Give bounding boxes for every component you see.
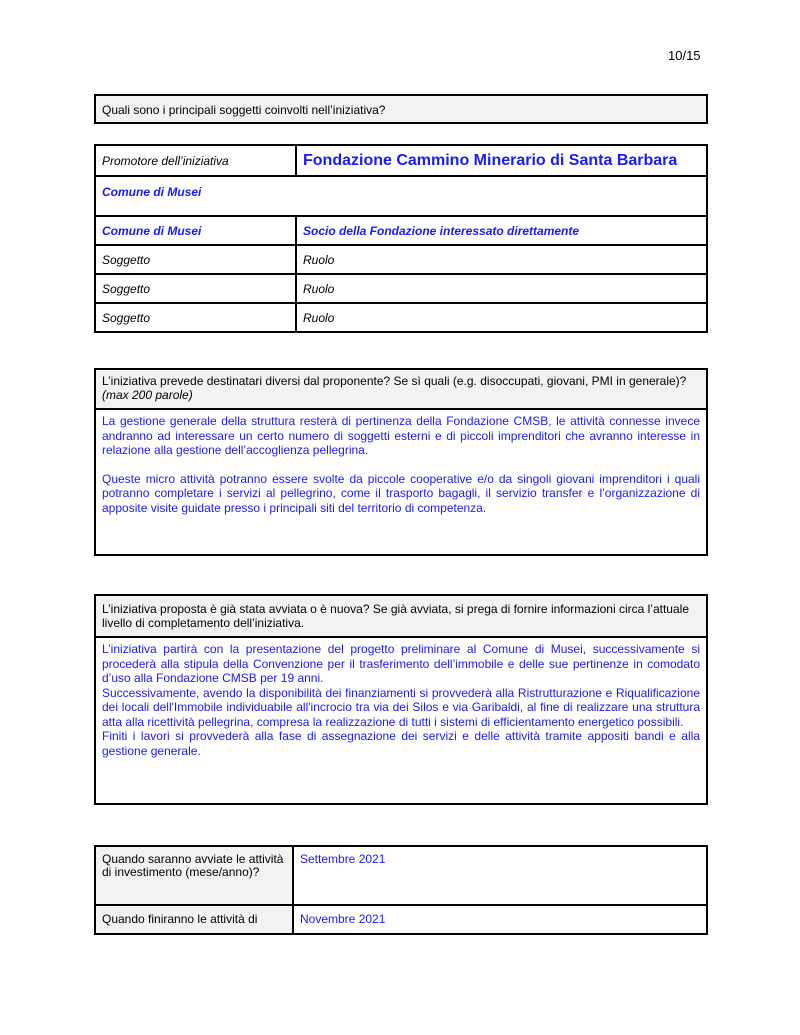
answer-paragraph: La gestione generale della struttura resterà di pertinenza della Fondazione CMSB, le attività connesse invece andranno ad interessare un certo numero di soggetti esterni e di piccoli imprenditori che avranno interesse in relazione alla gestione dell’accoglienza pellegrina. — [102, 414, 700, 457]
answer-paragraph: Successivamente, avendo la disponibilità dei finanziamenti si provvederà alla Ristrutturazione e Riqualificazione dei locali dell'Immobile individuabile all'incrocio tra via dei Silos e via Garibaldi, al fine di realizzare una struttura atta alla ricettività pellegrina, compresa la realizzazione di tutti i sistemi di efficientamento energetico possibili. — [102, 685, 700, 729]
entity-row — [95, 176, 707, 216]
subjects-table — [94, 144, 708, 333]
promoter-row — [95, 145, 707, 176]
subject-cell[interactable]: Soggetto — [95, 274, 296, 303]
recipients-box — [94, 368, 708, 556]
recipients-question-note: (max 200 parole) — [102, 388, 193, 402]
role-cell[interactable]: Ruolo — [296, 274, 707, 303]
subjects-question-box — [94, 94, 708, 124]
status-question: L’iniziativa proposta è già stata avviata o è nuova? Se già avviata, si prega di fornire informazioni circa l’attuale livello di completamento dell’iniziativa. — [96, 596, 706, 636]
page-number: 10/15 — [668, 48, 701, 63]
table-row — [95, 303, 707, 332]
table-row — [95, 245, 707, 274]
status-answer[interactable] — [96, 636, 706, 762]
subject-cell[interactable]: Comune di Musei — [95, 216, 296, 245]
recipients-question-text: L’iniziativa prevede destinatari diversi dal proponente? Se sì quali (e.g. disoccupati, giovani, PMI in generale)? — [102, 374, 687, 388]
promoter-value[interactable]: Fondazione Cammino Minerario di Santa Barbara — [296, 145, 707, 176]
answer-paragraph: L’iniziativa partirà con la presentazione del progetto preliminare al Comune di Musei, successivamente si procederà alla stipula della Convenzione per il trasferimento dell’immobile e delle sue pertinenze in comodato d’uso alla Fondazione CMSB per 19 anni. — [102, 642, 700, 685]
promoter-label: Promotore dell’iniziativa — [95, 145, 296, 176]
table-row — [95, 905, 707, 934]
dates-table — [94, 845, 708, 935]
table-row — [95, 274, 707, 303]
subject-cell[interactable]: Soggetto — [95, 303, 296, 332]
table-row — [95, 216, 707, 245]
role-cell[interactable]: Socio della Fondazione interessato direttamente — [296, 216, 707, 245]
entity-name[interactable]: Comune di Musei — [95, 176, 707, 216]
table-row — [95, 846, 707, 905]
status-box — [94, 594, 708, 805]
start-date-value[interactable]: Settembre 2021 — [293, 846, 707, 905]
answer-paragraph: Finiti i lavori si provvederà alla fase di assegnazione dei servizi e delle attività tramite appositi bandi e alla gestione generale. — [102, 729, 700, 758]
recipients-question — [96, 370, 706, 408]
role-cell[interactable]: Ruolo — [296, 303, 707, 332]
end-date-value[interactable]: Novembre 2021 — [293, 905, 707, 934]
end-date-label: Quando finiranno le attività di — [95, 905, 293, 934]
subject-cell[interactable]: Soggetto — [95, 245, 296, 274]
start-date-label: Quando saranno avviate le attività di investimento (mese/anno)? — [95, 846, 293, 905]
role-cell[interactable]: Ruolo — [296, 245, 707, 274]
answer-paragraph: Queste micro attività potranno essere svolte da piccole cooperative e/o da singoli giovani imprenditori i quali potranno completare i servizi al pellegrino, come il trasporto bagagli, il servizio transfer e l’organizzazione di apposite visite guidate presso i principali siti del territorio di competenza. — [102, 471, 700, 515]
subjects-question: Quali sono i principali soggetti coinvolti nell’iniziativa? — [96, 96, 706, 122]
recipients-answer[interactable] — [96, 408, 706, 519]
